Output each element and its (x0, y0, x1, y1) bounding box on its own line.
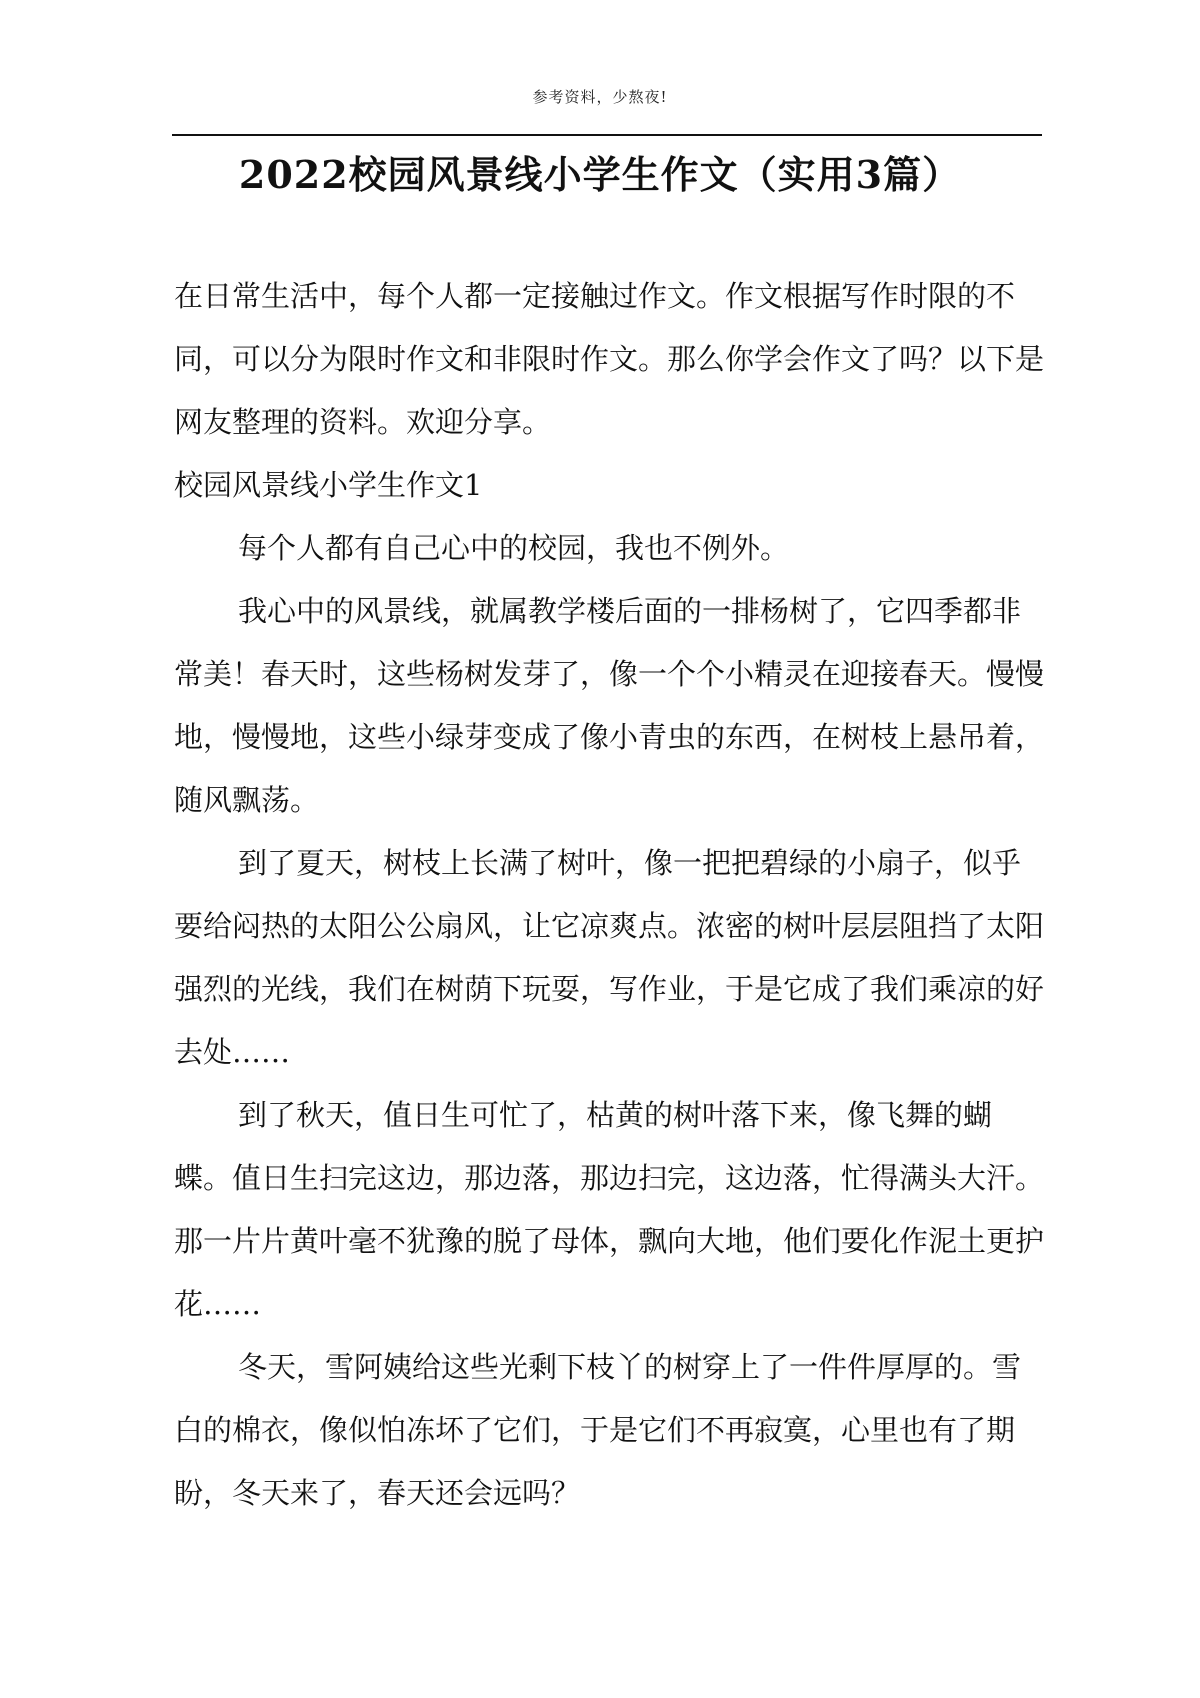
essay-paragraph: 每个人都有自己心中的校园，我也不例外。 (238, 531, 790, 565)
document-body (174, 265, 1044, 1525)
essay-paragraph: 到了秋天，值日生可忙了，枯黄的树叶落下来，像飞舞的蝴蝶。值日生扫完这边，那边落，那边扫完，这边落，忙得满头大汗。那一片片黄叶毫不犹豫的脱了母体，飘向大地，他们要化作泥土更护花…… (174, 1098, 1045, 1321)
header-divider (172, 134, 1042, 136)
essay-paragraph: 冬天，雪阿姨给这些光剩下枝丫的树穿上了一件件厚厚的。雪白的棉衣，像似怕冻坏了它们，于是它们不再寂寞，心里也有了期盼，冬天来了，春天还会远吗？ (174, 1350, 1022, 1510)
intro-paragraph: 在日常生活中，每个人都一定接触过作文。作文根据写作时限的不同，可以分为限时作文和非限时作文。那么你学会作文了吗？以下是网友整理的资料。欢迎分享。 (174, 279, 1045, 439)
essay-paragraph: 我心中的风景线，就属教学楼后面的一排杨树了，它四季都非常美！春天时，这些杨树发芽了，像一个个小精灵在迎接春天。慢慢地，慢慢地，这些小绿芽变成了像小青虫的东西，在树枝上悬吊着，随风飘荡。 (174, 594, 1045, 817)
section-heading: 校园风景线小学生作文1 (174, 468, 483, 502)
page-header-note: 参考资料，少熬夜! (532, 88, 668, 106)
document-title: 2022校园风景线小学生作文（实用3篇） (238, 152, 962, 197)
essay-paragraph: 到了夏天，树枝上长满了树叶，像一把把碧绿的小扇子，似乎要给闷热的太阳公公扇风，让它凉爽点。浓密的树叶层层阻挡了太阳强烈的光线，我们在树荫下玩耍，写作业，于是它成了我们乘凉的好去处…… (174, 846, 1045, 1069)
